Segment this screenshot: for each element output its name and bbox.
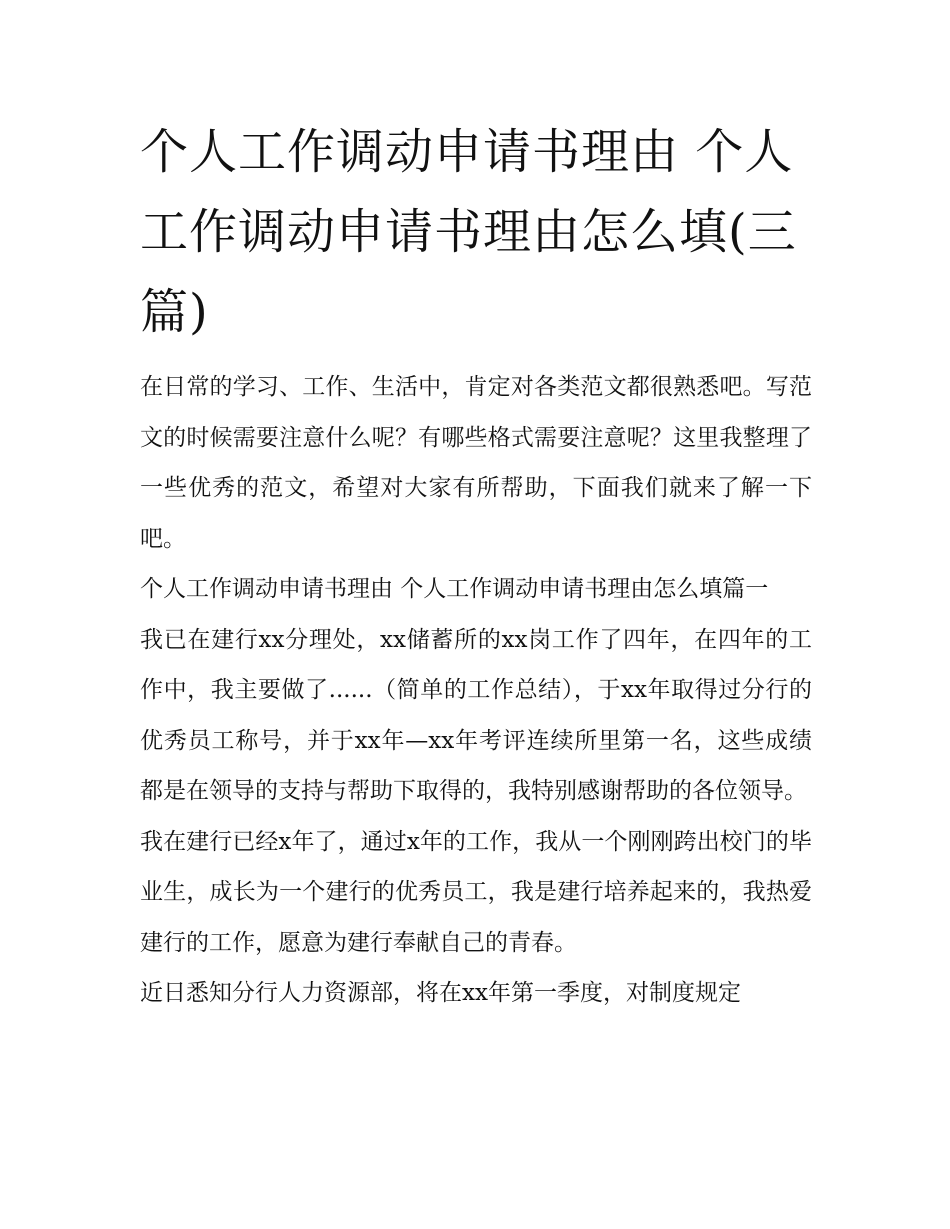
intro-paragraph: 在日常的学习、工作、生活中，肯定对各类范文都很熟悉吧。写范文的时候需要注意什么呢？有哪些格式需要注意呢？这里我整理了一些优秀的范文，希望对大家有所帮助，下面我们就来了解一下吧。 [140,374,812,552]
body-paragraph-growth: 我在建行已经x年了，通过x年的工作，我从一个刚刚跨出校门的毕业生，成长为一个建行的优秀员工，我是建行培养起来的，我热爱建行的工作，愿意为建行奉献自己的青春。 [140,828,812,956]
body-paragraph-work-summary: 我已在建行xx分理处，xx储蓄所的xx岗工作了四年，在四年的工作中，我主要做了......（简单的工作总结），于xx年取得过分行的优秀员工称号，并于xx年—xx年考评连续所里第一名，这些成绩都是在领导的支持与帮助下取得的，我特别感谢帮助的各位领导。 [140,626,812,804]
body-paragraph-notice: 近日悉知分行人力资源部，将在xx年第一季度，对制度规定 [140,980,741,1006]
document-page [140,112,812,1019]
section-heading: 个人工作调动申请书理由 个人工作调动申请书理由怎么填篇一 [140,576,769,602]
document-title: 个人工作调动申请书理由 个人工作调动申请书理由怎么填(三篇) [140,124,797,340]
